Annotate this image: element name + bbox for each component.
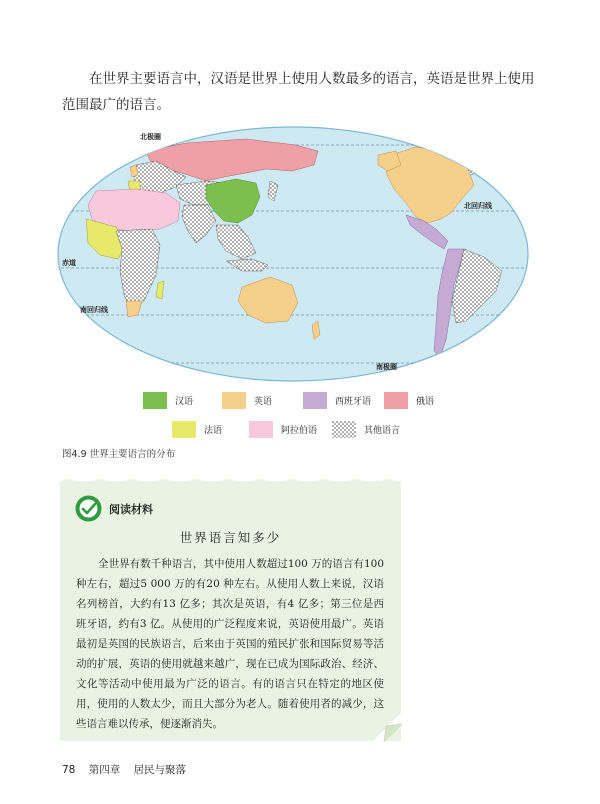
legend-label: 汉语	[175, 396, 194, 407]
chapter-title: 居民与聚落	[133, 764, 187, 776]
legend-item-arabic	[249, 419, 317, 439]
legend-swatch	[143, 392, 167, 409]
legend-swatch	[222, 392, 246, 409]
world-language-map	[56, 125, 530, 383]
label-tropic-cancer: 北回归线	[464, 202, 492, 210]
page-footer	[62, 762, 196, 777]
reading-label: 阅读材料	[109, 503, 153, 516]
legend-item-french	[172, 419, 222, 439]
legend-item-other	[332, 419, 400, 439]
legend-swatch	[172, 421, 196, 438]
legend-label: 西班牙语	[335, 396, 372, 407]
label-arctic-circle: 北极圈	[140, 133, 161, 141]
page-fold-corner	[372, 712, 402, 742]
reading-title: 世界语言知多少	[179, 530, 282, 545]
legend-label: 俄语	[416, 396, 435, 407]
legend-label: 阿拉伯语	[281, 425, 318, 436]
legend-item-chinese	[143, 390, 193, 410]
intro-text: 在世界主要语言中，汉语是世界上使用人数最多的语言，英语是世界上使用范围最广的语言。	[62, 71, 535, 113]
legend-swatch	[384, 392, 408, 409]
label-tropic-capricorn: 南回归线	[80, 306, 108, 314]
page-number: 78	[62, 764, 76, 776]
legend-label: 其他语言	[364, 425, 401, 436]
reading-body	[76, 554, 384, 734]
label-antarctic-circle: 南极圈	[376, 363, 397, 371]
label-equator: 赤道	[62, 259, 76, 267]
reading-badge-icon	[75, 495, 102, 522]
legend-swatch	[249, 421, 273, 438]
legend-swatch	[303, 392, 327, 409]
legend-item-spanish	[303, 390, 371, 410]
legend-item-english	[222, 390, 272, 410]
reading-body-text: 全世界有数千种语言，其中使用人数超过100 万的语言有100 种左右，超过5 000 万的有20 种左右。从使用人数上来说，汉语名列榜首，大约有13 亿多；其次是英语，有4 亿多；第三位是西班牙语，约有3 亿。从使用的广泛程度来说，英语使用最广。英语最初是英国的民族语言，后来由于英国的殖民扩张和国际贸易等活动的扩展，英语的使用就越来越广，现在已成为国际政治、经济、文化等活动中使用最为广泛的语言。有的语言只在特定的地区使用，使用的人数太少，而且大部分为老人。随着使用者的减少，这些语言难以传承，便逐渐消失。	[76, 558, 384, 730]
figure-caption: 图4.9 世界主要语言的分布	[62, 449, 176, 460]
legend-swatch-dotted	[332, 421, 356, 438]
intro-paragraph	[62, 66, 538, 118]
legend-label: 法语	[204, 425, 223, 436]
legend-label: 英语	[254, 396, 273, 407]
chapter-label: 第四章	[88, 764, 121, 776]
legend-item-russian	[384, 390, 434, 410]
